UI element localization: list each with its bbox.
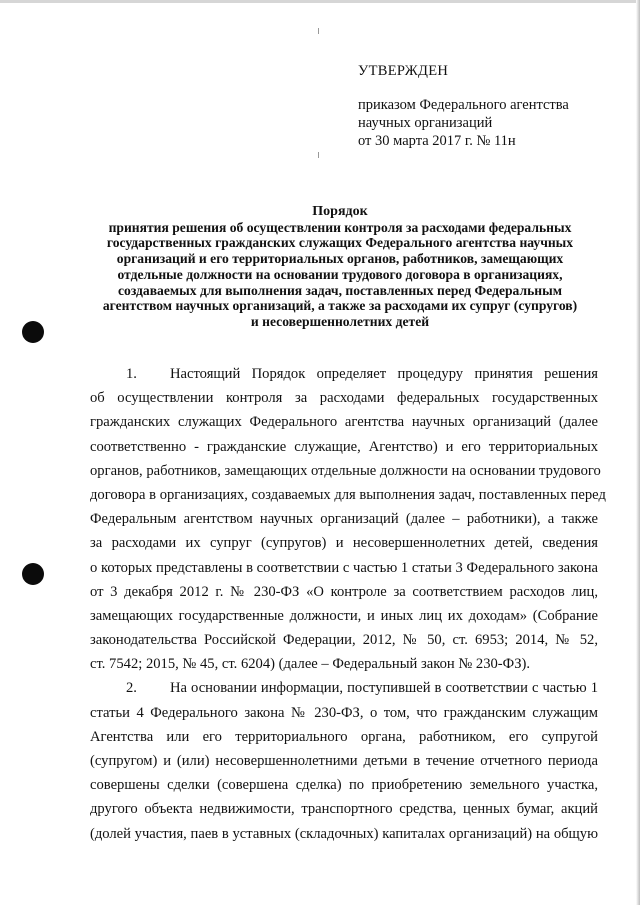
title-line: создаваемых для выполнения задач, поставленных перед Федеральным — [118, 282, 562, 298]
approval-stamp — [358, 62, 569, 150]
title-line: организаций и его территориальных органов, работников, замещающих — [116, 251, 564, 267]
approval-line: от 30 марта 2017 г. № 11н — [358, 133, 516, 149]
paragraph-number: 2. — [126, 680, 137, 697]
title-heading: Порядок — [312, 204, 368, 219]
paragraph-line: (супругом) и (или) несовершеннолетними детьми в течение отчетного периода — [90, 753, 598, 769]
paragraph-line: ст. 7542; 2015, № 45, ст. 6204) (далее – Федеральный закон № 230-ФЗ). — [90, 656, 531, 673]
scan-edge-right — [636, 0, 640, 905]
paragraph-line: замещающих государственные должности, и иных лиц их доходам» (Собрание — [90, 607, 598, 624]
paragraph-line: статьи 4 Федерального закона № 230-ФЗ, о том, что гражданским служащим — [90, 704, 598, 721]
paragraph-line: договора в организациях, создаваемых для выполнения задач, поставленных перед — [90, 486, 606, 503]
punch-hole-top — [22, 321, 44, 343]
scan-mark-top — [318, 28, 319, 34]
scan-edge-top — [0, 0, 640, 3]
paragraph-line: законодательства Российской Федерации, 2012, № 50, ст. 6953; 2014, № 52, — [90, 632, 598, 649]
paragraph-line: от 3 декабря 2012 г. № 230-ФЗ «О контроле за соответствием расходов лиц, — [90, 583, 598, 600]
punch-hole-bottom — [22, 563, 44, 585]
paragraph-line: за расходами их супруг (супругов) и несовершеннолетних детей, сведения — [90, 535, 598, 552]
title-line: агентством научных организаций, а также за расходами их супруг (супругов) — [102, 298, 578, 314]
paragraph-line: другого объекта недвижимости, транспортного средства, ценных бумаг, акций — [90, 801, 598, 818]
approved-label: УТВЕРЖДЕН — [358, 63, 449, 79]
title-line: государственных гражданских служащих Федерального агентства научных — [106, 235, 574, 251]
paragraph-line: (долей участия, паев в уставных (складочных) капиталах организаций) на общую — [90, 825, 598, 842]
paragraph-text: Настоящий Порядок определяет процедуру принятия решения — [170, 366, 598, 382]
paragraph-line — [90, 362, 598, 386]
title-line: отдельные должности на основании трудового договора в организациях, — [117, 266, 563, 282]
paragraph-line: совершены сделки (совершена сделка) по приобретению земельного участка, — [90, 777, 598, 794]
paragraph-line: органов, работников, замещающих отдельные должности на основании трудового — [90, 462, 601, 479]
document-body — [90, 362, 606, 846]
scan-mark-middle — [318, 152, 319, 158]
paragraph-line: соответственно - гражданские служащие, Агентство) и его территориальных — [90, 438, 598, 455]
paragraph-line — [90, 676, 598, 700]
approval-line: научных организаций — [358, 115, 493, 131]
paragraph-line: гражданских служащих Федерального агентства научных организаций (далее — [90, 414, 598, 431]
paragraph-number: 1. — [126, 366, 137, 382]
document-title — [80, 204, 600, 330]
approval-line: приказом Федерального агентства — [358, 97, 569, 113]
paragraph-line: Агентства или его территориального органа, работником, его супругой — [90, 728, 598, 745]
paragraph-text: На основании информации, поступившей в соответствии с частью 1 — [170, 680, 598, 697]
paragraph-line: о которых представлены в соответствии с частью 1 статьи 3 Федерального закона — [90, 559, 598, 576]
paragraph-line: Федеральным агентством научных организаций (далее – работники), а также — [90, 511, 598, 528]
title-line: принятия решения об осуществлении контроля за расходами федеральных — [108, 219, 572, 235]
paragraph-line: об осуществлении контроля за расходами федеральных государственных — [90, 390, 598, 407]
title-line: и несовершеннолетних детей — [250, 313, 430, 329]
